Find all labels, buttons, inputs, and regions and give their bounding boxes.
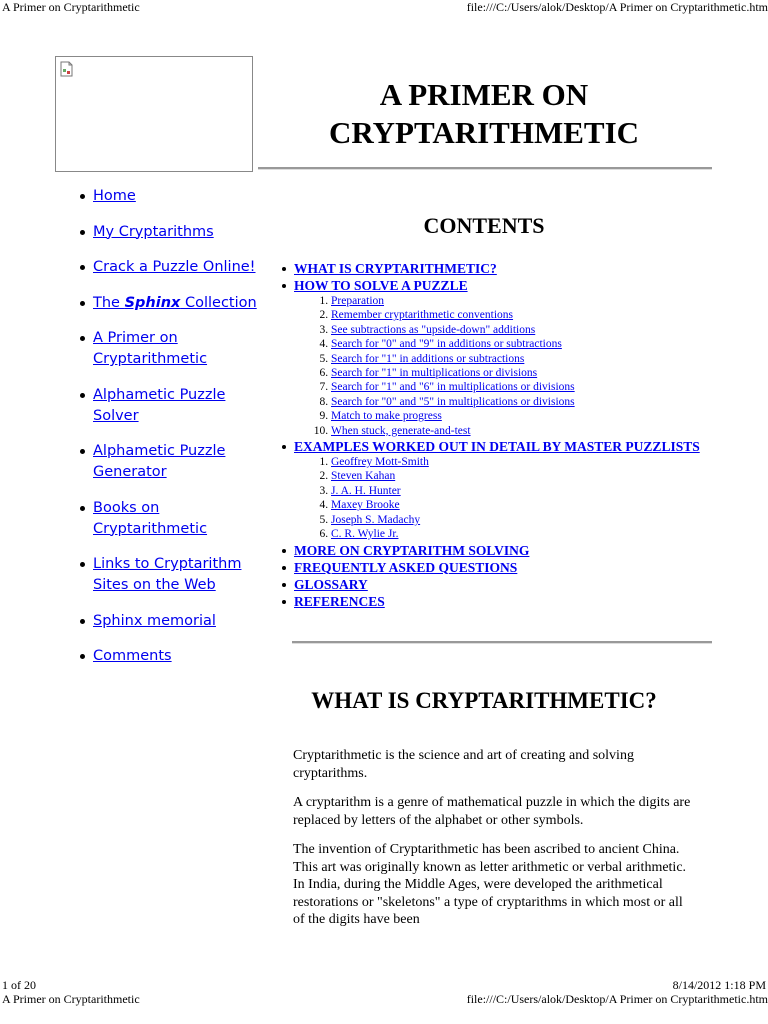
sidebar-link-solver[interactable]: Alphametic Puzzle Solver <box>93 386 226 424</box>
logo-image-placeholder <box>55 56 253 172</box>
toc-sublink[interactable]: See subtractions as "upside-down" additions <box>331 323 536 336</box>
toc-section <box>280 260 700 277</box>
toc-sublist-how-to-solve <box>294 294 700 438</box>
sidebar-item-solver <box>60 385 260 427</box>
print-footer-datetime: 8/14/2012 1:18 PM <box>672 978 766 992</box>
table-of-contents <box>280 260 700 610</box>
toc-sublink[interactable]: Search for "0" and "9" in additions or subtractions <box>331 338 562 351</box>
sidebar-link-sphinx-post: Collection <box>180 294 257 311</box>
toc-subitem <box>331 527 700 541</box>
sidebar-nav <box>60 186 260 682</box>
toc-link-what-is[interactable]: WHAT IS CRYPTARITHMETIC? <box>294 261 497 276</box>
toc-sublink[interactable]: C. R. Wylie Jr. <box>331 528 399 541</box>
toc-link-faq[interactable]: FREQUENTLY ASKED QUESTIONS <box>294 559 518 575</box>
toc-subitem <box>331 308 700 322</box>
toc-sublink[interactable]: When stuck, generate-and-test <box>331 424 471 437</box>
sidebar-item-primer <box>60 328 260 370</box>
toc-sublink[interactable]: Steven Kahan <box>331 470 396 483</box>
sidebar-link-links[interactable]: Links to Cryptarithm Sites on the Web <box>93 556 242 593</box>
toc-sublink[interactable]: Preparation <box>331 295 385 307</box>
toc-subitem <box>331 455 700 469</box>
toc-sublink[interactable]: Joseph S. Madachy <box>331 513 421 526</box>
print-footer-page: 1 of 20 <box>2 978 36 992</box>
sidebar-link-comments[interactable]: Comments <box>93 648 172 664</box>
sidebar-link-sphinx-pre: The <box>93 294 125 311</box>
title-divider <box>258 167 712 170</box>
toc-subitem <box>331 337 700 351</box>
toc-section <box>280 576 700 593</box>
toc-sublink[interactable]: Remember cryptarithmetic conventions <box>331 309 514 322</box>
toc-sublink[interactable]: Match to make progress <box>331 410 442 423</box>
toc-sublist-examples <box>294 455 700 541</box>
sidebar-item-crack-puzzle <box>60 257 260 278</box>
section-body <box>293 747 693 941</box>
sidebar-link-sphinx-memorial[interactable]: Sphinx memorial <box>93 612 216 629</box>
print-footer-title: A Primer on Cryptarithmetic <box>2 992 140 1006</box>
toc-sublink[interactable]: J. A. H. Hunter <box>331 484 401 497</box>
toc-subitem <box>331 395 700 409</box>
broken-image-icon <box>60 61 74 77</box>
page-title-line-2: CRYPTARITHMETIC <box>328 115 640 150</box>
toc-section <box>280 277 700 438</box>
paragraph: Cryptarithmetic is the science and art of creating and solving cryptarithms. <box>293 748 634 781</box>
toc-subitem <box>331 380 700 394</box>
toc-link-how-to-solve[interactable]: HOW TO SOLVE A PUZZLE <box>294 278 468 293</box>
toc-subitem <box>331 513 700 527</box>
toc-link-glossary[interactable]: GLOSSARY <box>294 576 368 592</box>
sidebar-link-books[interactable]: Books on Cryptarithmetic <box>93 499 208 537</box>
toc-sublink[interactable]: Maxey Brooke <box>331 499 400 512</box>
sidebar-item-sphinx-collection <box>60 293 260 314</box>
toc-subitem <box>331 409 700 423</box>
toc-sublink[interactable]: Search for "1" in additions or subtractions <box>331 352 525 365</box>
toc-section <box>280 438 700 541</box>
sidebar-link-my-cryptarithms[interactable]: My Cryptarithms <box>93 223 214 240</box>
toc-subitem <box>331 352 700 366</box>
toc-section <box>280 559 700 576</box>
paragraph: A cryptarithm is a genre of mathematical puzzle in which the digits are replaced by letters of the alphabet or other symbols. <box>293 795 691 828</box>
page-title-line-1: A PRIMER ON <box>379 77 589 112</box>
print-header-title: A Primer on Cryptarithmetic <box>2 0 140 14</box>
sidebar-item-sphinx-memorial <box>60 611 260 632</box>
section-heading: WHAT IS CRYPTARITHMETIC? <box>311 688 657 713</box>
toc-section <box>280 593 700 610</box>
section-divider <box>292 641 712 644</box>
toc-subitem <box>331 323 700 337</box>
toc-subitem <box>331 484 700 498</box>
sidebar-link-home[interactable]: Home <box>93 188 136 204</box>
sidebar-link-sphinx-collection[interactable] <box>93 295 257 311</box>
toc-link-examples[interactable]: EXAMPLES WORKED OUT IN DETAIL BY MASTER PUZZLISTS <box>294 439 700 455</box>
sidebar-item-links <box>60 554 260 596</box>
toc-sublink[interactable]: Geoffrey Mott-Smith <box>331 456 429 469</box>
sidebar-link-primer[interactable]: A Primer on Cryptarithmetic <box>93 330 208 367</box>
toc-section <box>280 542 700 559</box>
contents-heading: CONTENTS <box>423 213 545 238</box>
sidebar-item-generator <box>60 441 260 483</box>
toc-sublink[interactable]: Search for "1" and "6" in multiplications or divisions <box>331 381 575 394</box>
sidebar-link-crack-puzzle[interactable]: Crack a Puzzle Online! <box>93 259 256 275</box>
toc-link-more-solving[interactable]: MORE ON CRYPTARITHM SOLVING <box>294 542 530 558</box>
toc-sublink[interactable]: Search for "0" and "5" in multiplications or divisions <box>331 395 575 408</box>
paragraph: The invention of Cryptarithmetic has been ascribed to ancient China. This art was originally known as letter arithmetic or verbal arithmetic. In India, during the Middle Ages, were developed the arithmetical restorations or "skeletons" a type of cryptarithms in which most or all of the digits have been <box>293 842 687 927</box>
sidebar-item-comments <box>60 646 260 667</box>
toc-subitem <box>331 424 700 438</box>
page-title <box>258 76 710 152</box>
sidebar-link-generator[interactable]: Alphametic Puzzle Generator <box>93 443 226 480</box>
toc-subitem <box>331 469 700 483</box>
sidebar-item-my-cryptarithms <box>60 222 260 243</box>
print-footer-url: file:///C:/Users/alok/Desktop/A Primer on Cryptarithmetic.htm <box>466 992 768 1006</box>
print-header-url: file:///C:/Users/alok/Desktop/A Primer on Cryptarithmetic.htm <box>466 0 768 14</box>
toc-subitem <box>331 294 700 308</box>
sidebar-item-home <box>60 186 260 207</box>
toc-sublink[interactable]: Search for "1" in multiplications or divisions <box>331 367 538 380</box>
toc-link-references[interactable]: REFERENCES <box>294 593 385 609</box>
toc-subitem <box>331 366 700 380</box>
sidebar-item-books <box>60 498 260 540</box>
sidebar-link-sphinx-em: Sphinx <box>124 294 181 311</box>
toc-subitem <box>331 498 700 512</box>
